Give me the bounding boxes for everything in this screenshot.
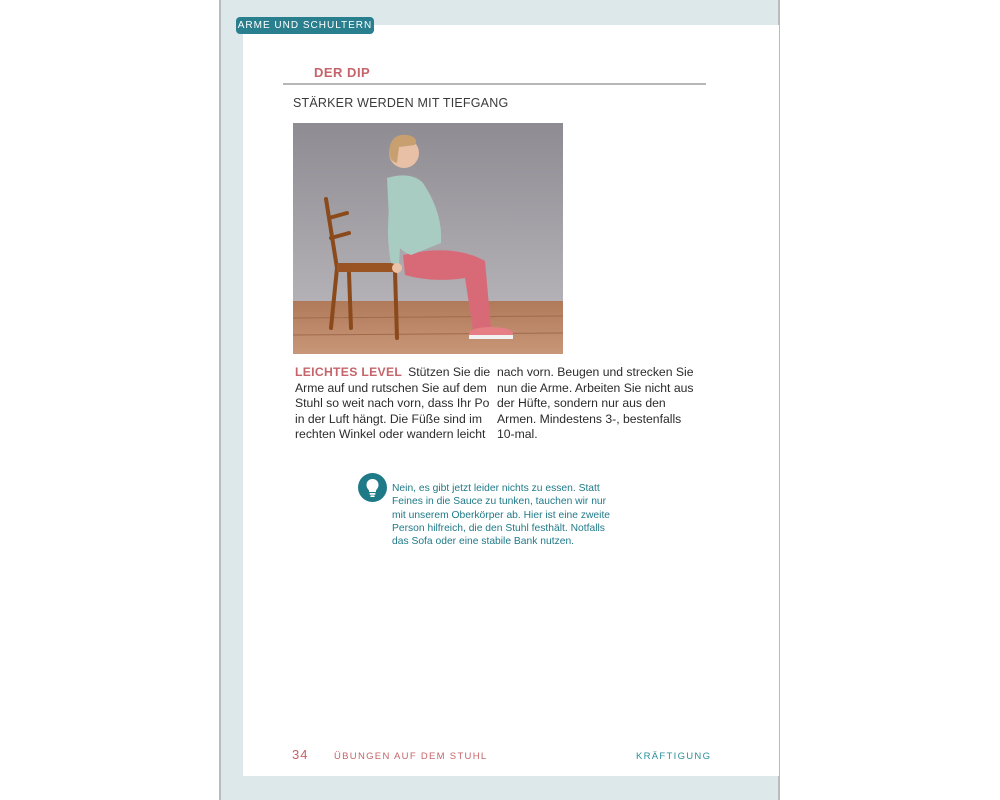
instruction-column-left	[295, 365, 500, 443]
instruction-text-right: nach vorn. Beugen und strecken Sie nun die Arme. Arbeiten Sie nicht aus der Hüfte, sondern nur aus den Armen. Mindestens 3-, bestenfalls 10-mal.	[497, 365, 694, 442]
page-number: 34	[292, 747, 309, 762]
exercise-title: DER DIP	[314, 65, 371, 80]
level-label: LEICHTES LEVEL	[295, 365, 403, 379]
instruction-text-left: Stützen Sie die Arme auf und rutschen Sie auf dem Stuhl so weit nach vorn, dass Ihr Po in der Luft hängt. Die Füße sind im rechten Winkel oder wandern leicht	[295, 365, 491, 442]
instruction-column-right	[497, 365, 702, 443]
section-tab: ARME UND SCHULTERN	[236, 17, 374, 34]
footer-book-section: ÜBUNGEN AUF DEM STUHL	[334, 751, 488, 762]
exercise-photo	[293, 123, 563, 354]
exercise-subtitle: STÄRKER WERDEN MIT TIEFGANG	[293, 96, 509, 110]
footer-chapter: KRÄFTIGUNG	[636, 751, 712, 762]
tip-text: Nein, es gibt jetzt leider nichts zu essen. Statt Feines in die Sauce zu tunken, tauchen wir nur mit unserem Oberkörper ab. Hier ist eine zweite Person hilfreich, die den Stuhl festhält. Notfalls das Sofa oder eine stabile Bank nutzen.	[392, 483, 611, 548]
title-divider	[283, 83, 706, 85]
lightbulb-icon	[358, 473, 387, 502]
